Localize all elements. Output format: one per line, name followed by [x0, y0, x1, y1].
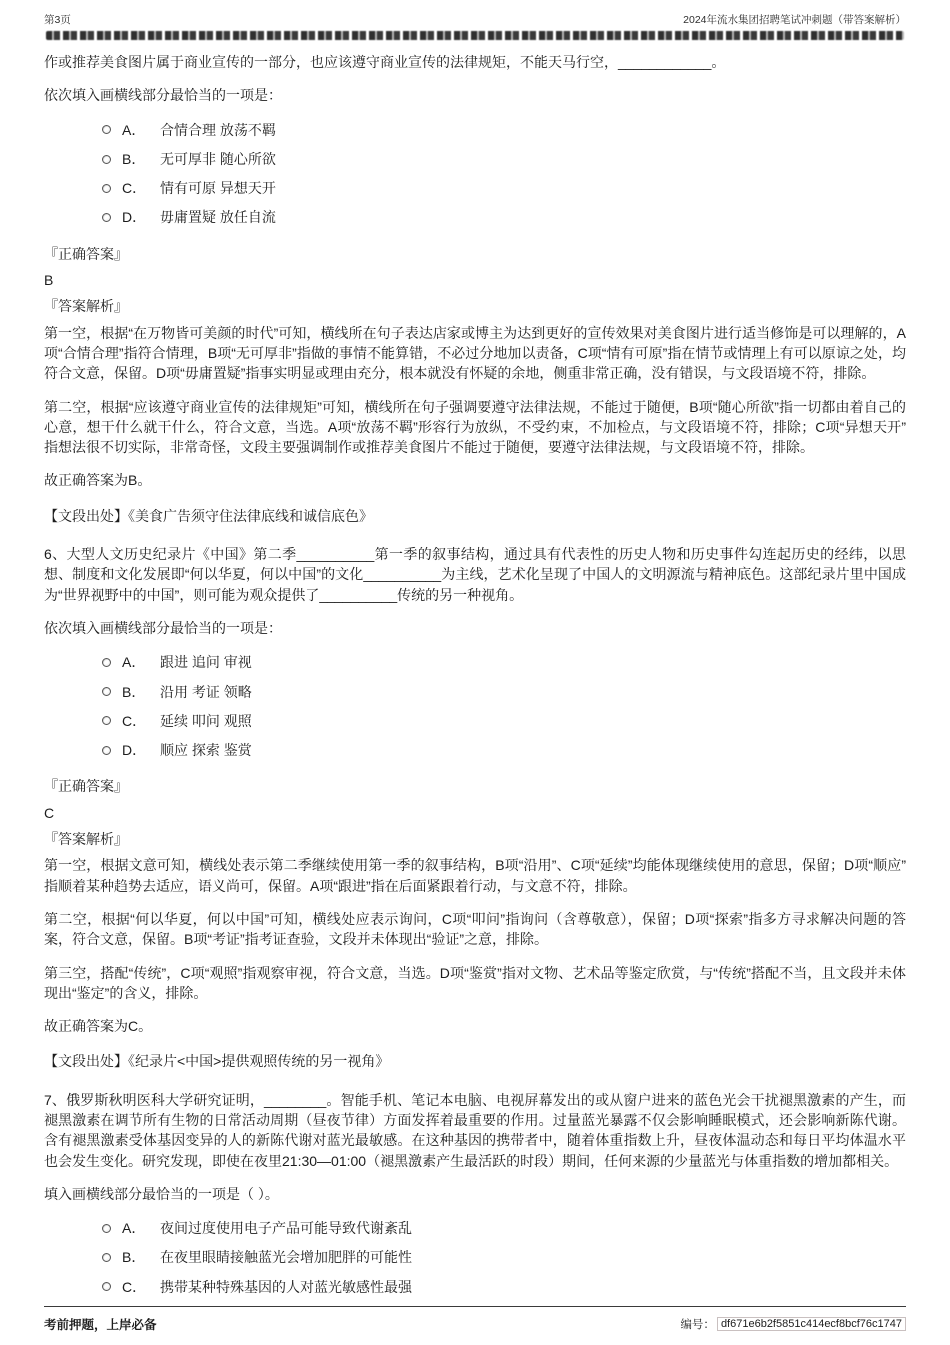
question7-option-a[interactable] — [102, 1218, 906, 1238]
question6-option-c[interactable] — [102, 711, 906, 731]
serial-value: df671e6b2f5851c414ecf8bcf76c1747 — [717, 1317, 906, 1331]
page-footer — [44, 1306, 906, 1333]
option-text: 毋庸置疑 放任自流 — [160, 209, 276, 226]
option-letter: C． — [122, 1278, 147, 1295]
question6-passage: 6、大型人文历史纪录片《中国》第二季__________第一季的叙事结构，通过具有代表性的历史人物和历史事件勾连起历史的经纬，以思想、制度和文化发展即“何以华夏，何以中国”的文化__________为主线，艺术化呈现了中国人的文明源流与精神底色。这部纪录片里中国成为“世界视野中的中国”，则可能为观众提供了__________传统的另一种视角。 — [44, 546, 906, 603]
question6-conclusion: 故正确答案为C。 — [44, 1018, 153, 1035]
radio-icon[interactable] — [102, 213, 111, 222]
question6-option-d[interactable] — [102, 740, 906, 760]
option-text: 顺应 探索 鉴赏 — [160, 742, 252, 759]
question5-prompt: 依次填入画横线部分最恰当的一项是： — [44, 87, 282, 104]
option-letter: B． — [122, 1249, 146, 1266]
option-text: 沿用 考证 领略 — [160, 683, 252, 700]
option-text: 夜间过度使用电子产品可能导致代谢紊乱 — [160, 1220, 412, 1237]
option-text: 在夜里眼睛接触蓝光会增加肥胖的可能性 — [160, 1249, 412, 1266]
question7-option-c[interactable] — [102, 1277, 906, 1295]
question5-option-c[interactable] — [102, 178, 906, 198]
radio-icon[interactable] — [102, 746, 111, 755]
question5-options — [102, 120, 906, 228]
question5-passage: 作或推荐美食图片属于商业宣传的一部分，也应该遵守商业宣传的法律规矩，不能天马行空，____________。 — [44, 54, 726, 70]
option-letter: C． — [122, 712, 147, 729]
option-letter: A． — [122, 121, 146, 138]
footer-serial — [680, 1316, 906, 1332]
option-letter: B． — [122, 150, 146, 167]
question5-option-d[interactable] — [102, 207, 906, 227]
serial-label: 编号： — [680, 1319, 715, 1331]
radio-icon[interactable] — [102, 1282, 111, 1291]
option-letter: B． — [122, 683, 146, 700]
radio-icon[interactable] — [102, 716, 111, 725]
analysis-label: 『答案解析』 — [44, 298, 128, 315]
question6-prompt: 依次填入画横线部分最恰当的一项是： — [44, 619, 282, 636]
question7-options — [102, 1218, 906, 1295]
option-text: 延续 叩问 观照 — [160, 712, 252, 729]
question7-prompt: 填入画横线部分最恰当的一项是（ ）。 — [44, 1185, 279, 1202]
radio-icon[interactable] — [102, 155, 111, 164]
page-content — [44, 52, 906, 1295]
radio-icon[interactable] — [102, 1224, 111, 1233]
clipped-text-line — [46, 31, 904, 40]
option-letter: A． — [122, 654, 146, 671]
question5-analysis-2: 第二空，根据“应该遵守商业宣传的法律规矩”可知，横线所在句子强调要遵守法律法规，不能过于随便，B项“随心所欲”指一切都由着自己的心意，想干什么就干什么，符合文意，当选。A项“放荡不羁”形容行为放纵，不受约束，不加检点，与文段语境不符，排除；C项“异想天开”指想法很不切实际，非常奇怪，文段主要强调制作或推荐美食图片不能过于随便，要遵守法律法规，与文段语境不符，排除。 — [44, 398, 906, 456]
correct-answer-label: 『正确答案』 — [44, 778, 128, 795]
question7-passage: 7、俄罗斯秋明医科大学研究证明，________。智能手机、笔记本电脑、电视屏幕发出的或从窗户进来的蓝色光会干扰褪黑激素的产生，而褪黑激素在调节所有生物的日常活动周期（昼夜节律）方面发挥着最重要的作用。过量蓝光暴露不仅会影响睡眠模式，还会影响新陈代谢。含有褪黑激素受体基因变异的人的新陈代谢对蓝光最敏感。在这种基因的携带者中，随着体重指数上升，昼夜体温动态和每日平均体温水平也会发生变化。研究发现，即使在夜里21:30—01:00（褪黑激素产生最活跃的时段）期间，任何来源的少量蓝光与体重指数的增加都相关。 — [44, 1091, 906, 1169]
option-text: 合情合理 放荡不羁 — [160, 121, 276, 138]
question6-analysis-3: 第三空，搭配“传统”，C项“观照”指观察审视，符合文意，当选。D项“鉴赏”指对文物、艺术品等鉴定欣赏，与“传统”搭配不当，且文段并未体现出“鉴定”的含义，排除。 — [44, 964, 906, 1001]
radio-icon[interactable] — [102, 658, 111, 667]
question5-analysis-1: 第一空，根据“在万物皆可美颜的时代”可知，横线所在句子表达店家或博主为达到更好的宣传效果对美食图片进行适当修饰是可以理解的，A项“合情合理”指符合情理，B项“无可厚非”指做的事情不能算错，不必过分地加以责备，C项“情有可原”指在情节或情理上有可以原谅之处，均符合文意，保留。D项“毋庸置疑”指事实明显或理由充分，根本就没有怀疑的余地，侧重非常正确，没有错误，与文段语境不符，排除。 — [44, 324, 906, 382]
radio-icon[interactable] — [102, 125, 111, 134]
question6-options — [102, 652, 906, 760]
option-text: 携带某种特殊基因的人对蓝光敏感性最强 — [160, 1278, 412, 1295]
question5-source: 【文段出处】《美食广告须守住法律底线和诚信底色》 — [44, 507, 373, 524]
question6-source: 【文段出处】《纪录片<中国>提供观照传统的另一视角》 — [44, 1053, 390, 1070]
document-title: 2024年流水集团招聘笔试冲刺题（带答案解析） — [683, 14, 906, 26]
question5-option-a[interactable] — [102, 120, 906, 140]
question5-answer: B — [44, 272, 54, 289]
question6-analysis-2: 第二空，根据“何以华夏，何以中国”可知，横线处应表示询问，C项“叩问”指询问（含尊敬意），保留；D项“探索”指多方寻求解决问题的答案，符合文意，保留。B项“考证”指考证查验，文段并未体现出“验证”之意，排除。 — [44, 910, 906, 948]
page-header — [44, 12, 906, 27]
option-text: 跟进 追问 审视 — [160, 654, 252, 671]
question7-option-b[interactable] — [102, 1247, 906, 1267]
question6-analysis-1: 第一空，根据文意可知，横线处表示第二季继续使用第一季的叙事结构，B项“沿用”、C项“延续”均能体现继续使用的意思，保留；D项“顺应”指顺着某种趋势去适应，语义尚可，保留。A项“跟进”指在后面紧跟着行动，与文意不符，排除。 — [44, 857, 906, 894]
page-number: 第3页 — [44, 14, 71, 26]
question5-conclusion: 故正确答案为B。 — [44, 472, 152, 489]
option-letter: A． — [122, 1220, 146, 1237]
analysis-label: 『答案解析』 — [44, 831, 128, 848]
option-letter: C． — [122, 180, 147, 197]
footer-slogan: 考前押题，上岸必备 — [44, 1318, 157, 1332]
question6-answer: C — [44, 804, 55, 821]
radio-icon[interactable] — [102, 1253, 111, 1262]
option-letter: D． — [122, 209, 147, 226]
option-text: 无可厚非 随心所欲 — [160, 150, 276, 167]
question6-option-a[interactable] — [102, 652, 906, 672]
correct-answer-label: 『正确答案』 — [44, 245, 128, 262]
question5-option-b[interactable] — [102, 149, 906, 169]
option-letter: D． — [122, 742, 147, 759]
question6-option-b[interactable] — [102, 682, 906, 702]
radio-icon[interactable] — [102, 687, 111, 696]
radio-icon[interactable] — [102, 184, 111, 193]
option-text: 情有可原 异想天开 — [160, 180, 276, 197]
